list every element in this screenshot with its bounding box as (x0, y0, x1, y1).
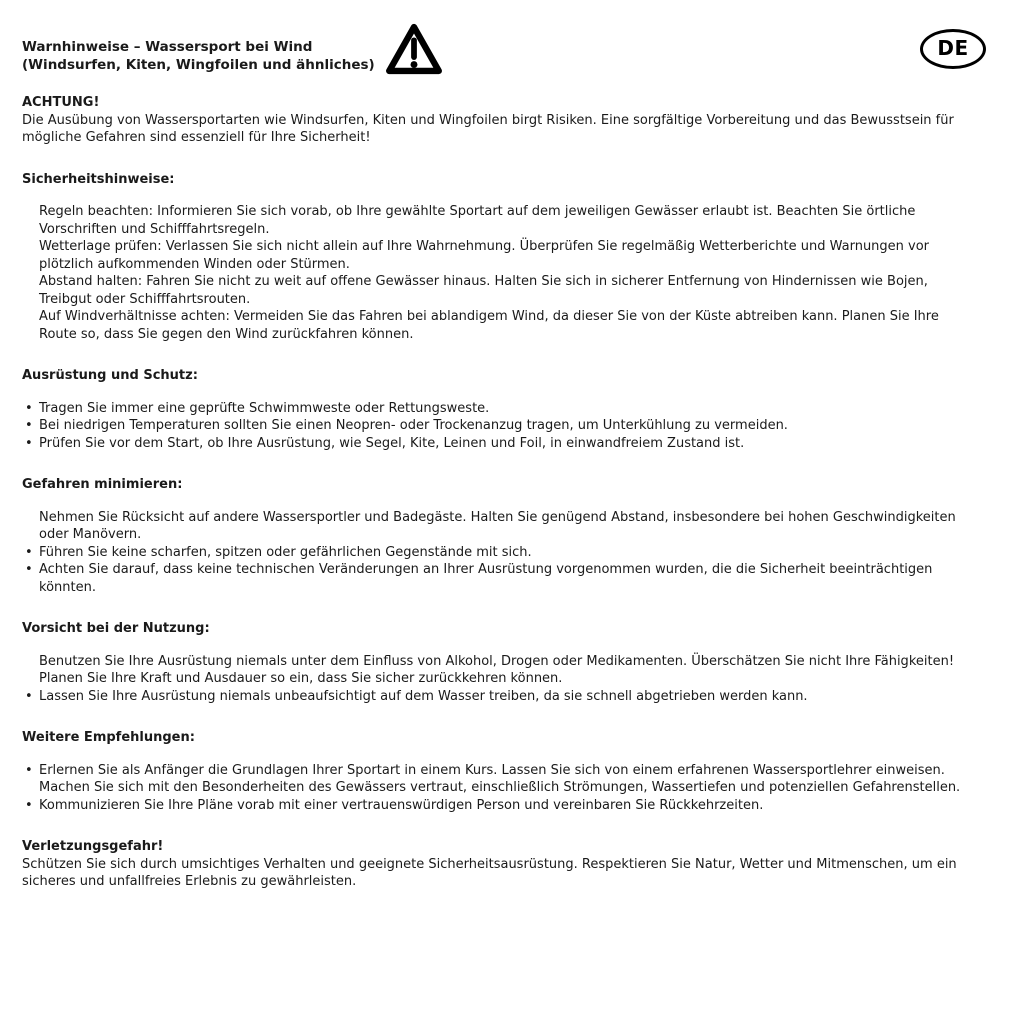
section-gefahren-minimieren (22, 476, 974, 596)
section-vorsicht-bei-der-nutzung (22, 620, 974, 705)
bullet-list-item: • Bei niedrigen Temperaturen sollten Sie einen Neopren- oder Trockenanzug tragen, um Unterkühlung zu vermeiden. (22, 417, 974, 435)
section-paragraph: Schützen Sie sich durch umsichtiges Verhalten und geeignete Sicherheitsausrüstung. Respektieren Sie Natur, Wetter und Mitmenschen, um ein sicheres und unfallfreies Erlebnis zu gewährleisten. (22, 856, 957, 889)
indented-list-item: Nehmen Sie Rücksicht auf andere Wassersportler und Badegäste. Halten Sie genügend Abstand, insbesondere bei hohen Geschwindigkeiten oder Manövern. (39, 509, 956, 542)
bullet-list-item: • Prüfen Sie vor dem Start, ob Ihre Ausrüstung, wie Segel, Kite, Leinen und Foil, in einwandfreiem Zustand ist. (22, 435, 974, 453)
section-sicherheitshinweise (22, 171, 974, 344)
document-header (22, 20, 974, 78)
bullet-list-item: • Kommunizieren Sie Ihre Pläne vorab mit einer vertrauenswürdigen Person und vereinbaren Sie Rückkehrzeiten. (22, 797, 974, 815)
section-heading: Verletzungsgefahr! (22, 839, 164, 854)
bullet-list-item: • Tragen Sie immer eine geprüfte Schwimmweste oder Rettungsweste. (22, 400, 974, 418)
bullet-list-item: • Achten Sie darauf, dass keine technischen Veränderungen an Ihrer Ausrüstung vorgenommen wurden, die die Sicherheit beeinträchtigen könnten. (22, 561, 974, 596)
section-heading: Ausrüstung und Schutz: (22, 368, 198, 383)
section-heading: Sicherheitshinweise: (22, 171, 175, 187)
title-line-2: (Windsurfen, Kiten, Wingfoilen und ähnliches) (22, 57, 375, 73)
section-heading: Weitere Empfehlungen: (22, 730, 195, 745)
section-verletzungsgefahr (22, 838, 974, 891)
warning-triangle-icon (384, 20, 444, 78)
section-list (22, 203, 974, 343)
indented-list-item: Machen Sie sich mit den Besonderheiten des Gewässers vertraut, einschließlich Strömungen, Wassertiefen und potenziellen Gefahrenstellen. (39, 780, 961, 795)
section-weitere-empfehlungen (22, 729, 974, 814)
bullet-list-item: • Erlernen Sie als Anfänger die Grundlagen Ihrer Sportart in einem Kurs. Lassen Sie sich von einem erfahrenen Wassersportlehrer einweisen. (22, 762, 974, 780)
section-paragraph: Die Ausübung von Wassersportarten wie Windsurfen, Kiten und Wingfoilen birgt Risiken. Eine sorgfältige Vorbereitung und das Bewusstsein für mögliche Gefahren sind essenziell für Ihre Sicherheit! (22, 112, 954, 145)
page-title (22, 20, 375, 74)
section-ausruestung-und-schutz (22, 367, 974, 452)
section-heading: Gefahren minimieren: (22, 477, 183, 492)
bullet-list-item: • Lassen Sie Ihre Ausrüstung niemals unbeaufsichtigt auf dem Wasser treiben, da sie schnell abgetrieben werden kann. (22, 688, 974, 706)
indented-list-item: Wetterlage prüfen: Verlassen Sie sich nicht allein auf Ihre Wahrnehmung. Überprüfen Sie regelmäßig Wetterberichte und Warnungen vor plötzlich aufkommenden Winden oder Stürmen. (39, 239, 930, 272)
indented-list-item: Benutzen Sie Ihre Ausrüstung niemals unter dem Einfluss von Alkohol, Drogen oder Medikamenten. Überschätzen Sie nicht Ihre Fähigkeiten! Planen Sie Ihre Kraft und Ausdauer so ein, dass Sie sicher zurückkehren können. (39, 653, 955, 686)
section-heading: Vorsicht bei der Nutzung: (22, 621, 210, 636)
indented-list-item: Regeln beachten: Informieren Sie sich vorab, ob Ihre gewählte Sportart auf dem jeweiligen Gewässer erlaubt ist. Beachten Sie örtliche Vorschriften und Schifffahrtsregeln. (39, 204, 916, 237)
language-badge: DE (920, 29, 986, 69)
section-achtung (22, 94, 974, 147)
indented-list-item: Auf Windverhältnisse achten: Vermeiden Sie das Fahren bei ablandigem Wind, da dieser Sie von der Küste abtreiben kann. Planen Sie Ihre Route so, dass Sie gegen den Wind zurückfahren können. (39, 309, 939, 342)
section-list (22, 762, 974, 815)
section-heading: ACHTUNG! (22, 95, 100, 110)
indented-list-item: Abstand halten: Fahren Sie nicht zu weit auf offene Gewässer hinaus. Halten Sie sich in sicherer Entfernung von Hindernissen wie Bojen, Treibgut oder Schifffahrtsrouten. (39, 274, 928, 307)
bullet-list-item: • Führen Sie keine scharfen, spitzen oder gefährlichen Gegenstände mit sich. (22, 544, 974, 562)
section-list (22, 653, 974, 706)
section-list (22, 509, 974, 597)
section-list (22, 400, 974, 453)
document-body (22, 94, 974, 891)
title-line-1: Warnhinweise – Wassersport bei Wind (22, 39, 313, 55)
